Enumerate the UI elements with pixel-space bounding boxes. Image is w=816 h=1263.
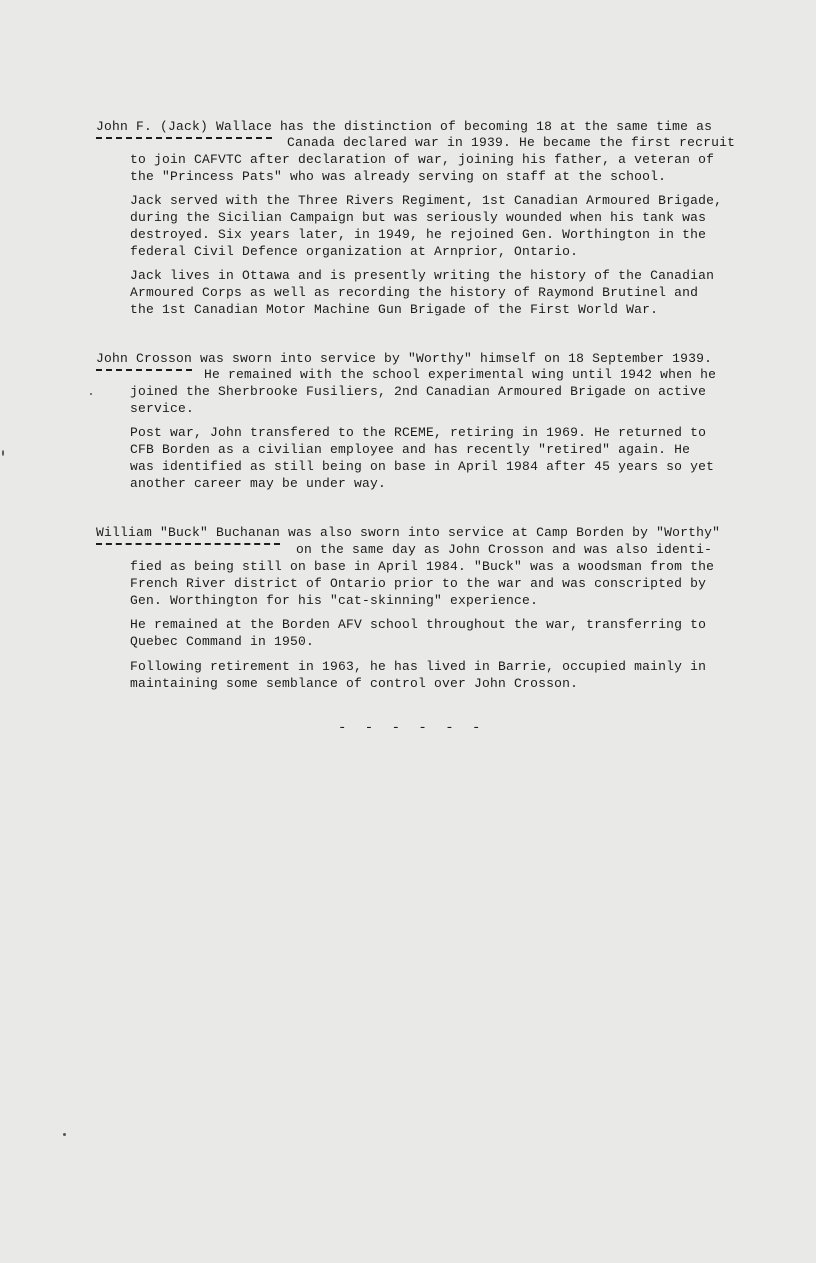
entry-buchanan-para-line: Quebec Command in 1950.: [130, 634, 315, 649]
entry-wallace-para-line: during the Sicilian Campaign but was seriously wounded when his tank was: [130, 210, 707, 225]
entry-wallace-first-line-text: has the distinction of becoming 18 at the same time as: [272, 119, 713, 134]
entry-crosson-line: service.: [130, 401, 195, 416]
entry-buchanan-line: Gen. Worthington for his "cat-skinning" experience.: [130, 593, 539, 608]
entry-wallace-para-line: Jack lives in Ottawa and is presently writing the history of the Canadian: [130, 268, 715, 283]
entry-wallace-para-line: federal Civil Defence organization at Arnprior, Ontario.: [130, 244, 579, 259]
entry-crosson-first-line-text: was sworn into service by "Worthy" himself on 18 September 1939.: [192, 351, 713, 366]
entry-buchanan-first-line: [96, 524, 720, 541]
scan-speck: [90, 393, 92, 395]
entry-crosson-para-line: CFB Borden as a civilian employee and has recently "retired" again. He: [130, 442, 691, 457]
entry-buchanan-para-line: maintaining some semblance of control over John Crosson.: [130, 676, 579, 691]
entry-crosson-first-line: [96, 350, 712, 367]
entry-buchanan-line: French River district of Ontario prior to the war and was conscripted by: [130, 576, 707, 591]
entry-buchanan-line: fied as being still on base in April 1984. "Buck" was a woodsman from the: [130, 559, 715, 574]
entry-wallace-first-line: [96, 118, 712, 135]
entry-wallace-para-line: Armoured Corps as well as recording the history of Raymond Brutinel and: [130, 285, 699, 300]
entry-wallace-line: to join CAFVTC after declaration of war, joining his father, a veteran of: [130, 152, 715, 167]
entry-wallace-para-line: destroyed. Six years later, in 1949, he rejoined Gen. Worthington in the: [130, 227, 707, 242]
person-name-crosson: John Crosson: [96, 351, 193, 366]
entry-crosson-para-line: was identified as still being on base in April 1984 after 45 years so yet: [130, 459, 715, 474]
entry-crosson-hang-line: He remained with the school experimental wing until 1942 when he: [204, 367, 717, 382]
entry-buchanan-first-line-text: was also sworn into service at Camp Borden by "Worthy": [280, 525, 721, 540]
person-name-wallace: John F. (Jack) Wallace: [96, 119, 273, 134]
entry-buchanan-para-line: He remained at the Borden AFV school throughout the war, transferring to: [130, 617, 707, 632]
entry-buchanan-hang-line: on the same day as John Crosson and was also identi-: [296, 542, 713, 557]
entry-wallace-para-line: Jack served with the Three Rivers Regiment, 1st Canadian Armoured Brigade,: [130, 193, 723, 208]
entry-buchanan-para-line: Following retirement in 1963, he has lived in Barrie, occupied mainly in: [130, 659, 707, 674]
entry-crosson-para-line: another career may be under way.: [130, 476, 387, 491]
scan-speck: [2, 450, 4, 456]
entry-wallace-hang-line: Canada declared war in 1939. He became the first recruit: [287, 135, 736, 150]
scan-speck: [63, 1133, 66, 1136]
entry-wallace-para-line: the 1st Canadian Motor Machine Gun Brigade of the First World War.: [130, 302, 659, 317]
entry-crosson-line: joined the Sherbrooke Fusiliers, 2nd Canadian Armoured Brigade on active: [130, 384, 707, 399]
entry-wallace-line: the "Princess Pats" who was already serving on staff at the school.: [130, 169, 667, 184]
entry-crosson-para-line: Post war, John transfered to the RCEME, retiring in 1969. He returned to: [130, 425, 707, 440]
person-name-buchanan: William "Buck" Buchanan: [96, 525, 281, 540]
end-rule: - - - - - -: [338, 720, 486, 736]
